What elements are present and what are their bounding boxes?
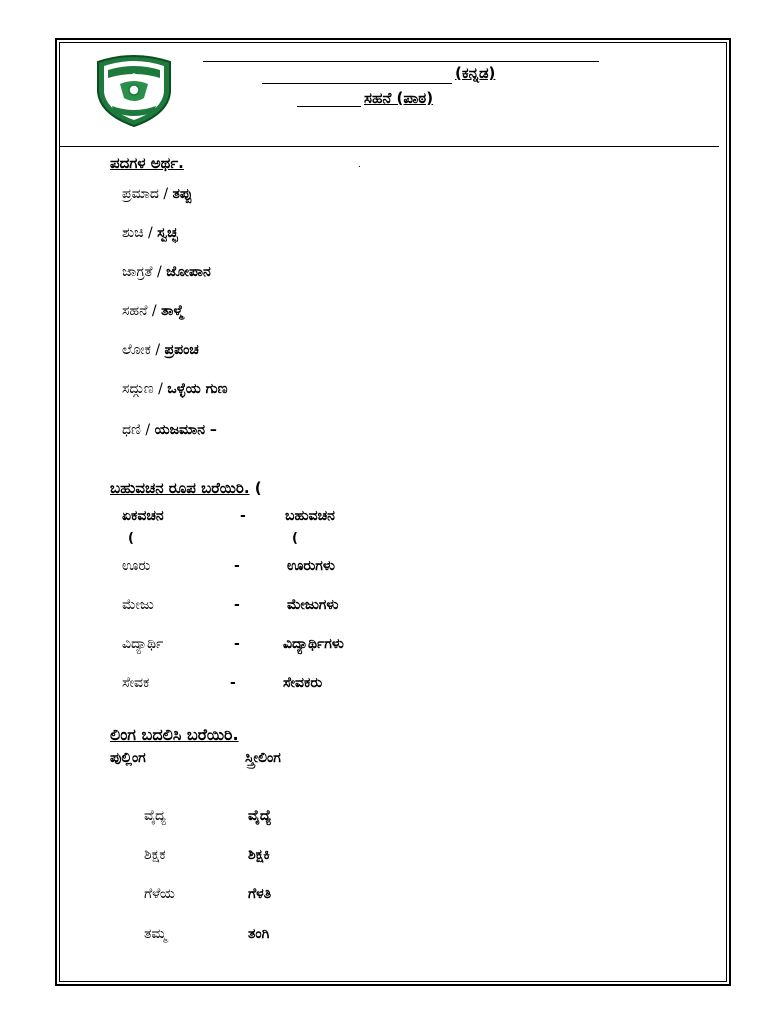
feminine-cell: ವೈದ್ಯೆ — [248, 808, 272, 824]
singular-cell: ಸೇವಕ — [122, 675, 150, 691]
list-item: ಲೋಕ / ಪ್ರಪಂಚ — [122, 342, 199, 358]
list-item: ಸಹನೆ / ತಾಳ್ಮೆ — [122, 303, 184, 319]
masculine-cell: ವೈದ್ಯ — [144, 808, 166, 824]
list-item: ಪ್ರಮಾದ / ತಪ್ಪು — [122, 186, 193, 202]
column-header-dash: - — [240, 508, 246, 524]
section-gender-heading: ಲಿಂಗ ಬದಲಿಸಿ ಬರೆಯಿರಿ. — [110, 725, 239, 744]
masculine-cell: ಶಿಕ್ಷಕ — [144, 847, 166, 863]
singular-cell: ಮೇಜು — [122, 597, 154, 613]
plural-cell: ಸೇವಕರು — [283, 675, 323, 691]
plural-cell: ವಿದ್ಯಾರ್ಥಿಗಳು — [283, 636, 344, 652]
header-line-1 — [203, 61, 599, 62]
list-item: ಶುಚಿ / ಸ್ವಚ್ಛ — [122, 225, 178, 241]
dash-cell: - — [234, 558, 240, 574]
paren-mark-2: ( — [292, 531, 298, 546]
column-header-feminine: ಸ್ತ್ರೀಲಿಂಗ — [245, 750, 281, 766]
feminine-cell: ತಂಗಿ — [248, 926, 270, 942]
feminine-cell: ಗೆಳತಿ — [248, 886, 272, 902]
list-item: ಧಣಿ / ಯಜಮಾನ – — [122, 422, 217, 438]
masculine-cell: ಗೆಳೆಯ — [144, 886, 175, 902]
section-plural-heading: ಬಹುವಚನ ರೂಪ ಬರೆಯಿರಿ. ( — [110, 479, 262, 497]
stray-mark: . — [358, 160, 361, 170]
list-item: ಸದ್ಗುಣ / ಒಳ್ಳೆಯ ಗುಣ — [122, 381, 228, 397]
school-crest-logo — [92, 48, 176, 128]
singular-cell: ಊರು — [122, 558, 151, 574]
feminine-cell: ಶಿಕ್ಷಕಿ — [248, 847, 270, 863]
column-header-plural: ಬಹುವಚನ — [285, 508, 335, 524]
header-line-2 — [262, 83, 452, 84]
column-header-singular: ಏಕವಚನ — [122, 508, 164, 524]
subject-title: (ಕನ್ನಡ) — [455, 64, 496, 82]
plural-cell: ಮೇಜುಗಳು — [287, 597, 339, 613]
paren-mark-1: ( — [128, 531, 134, 546]
list-item: ಜಾಗ್ರತೆ / ಜೋಪಾನ — [122, 264, 211, 280]
plural-cell: ಊರುಗಳು — [287, 558, 335, 574]
dash-cell: - — [234, 597, 240, 613]
dash-cell: - — [234, 636, 240, 652]
lesson-title: ಸಹನೆ (ಪಾಠ) — [364, 89, 434, 107]
dash-cell: - — [230, 675, 236, 691]
masculine-cell: ತಮ್ಮ — [144, 926, 167, 942]
column-header-masculine: ಪುಲ್ಲಿಂಗ — [110, 750, 146, 766]
singular-cell: ವಿದ್ಯಾರ್ಥಿ — [122, 636, 164, 652]
section-word-meanings-heading: ಪದಗಳ ಅರ್ಥ. — [110, 154, 184, 172]
header-divider — [59, 146, 719, 147]
header-line-3 — [297, 106, 361, 107]
